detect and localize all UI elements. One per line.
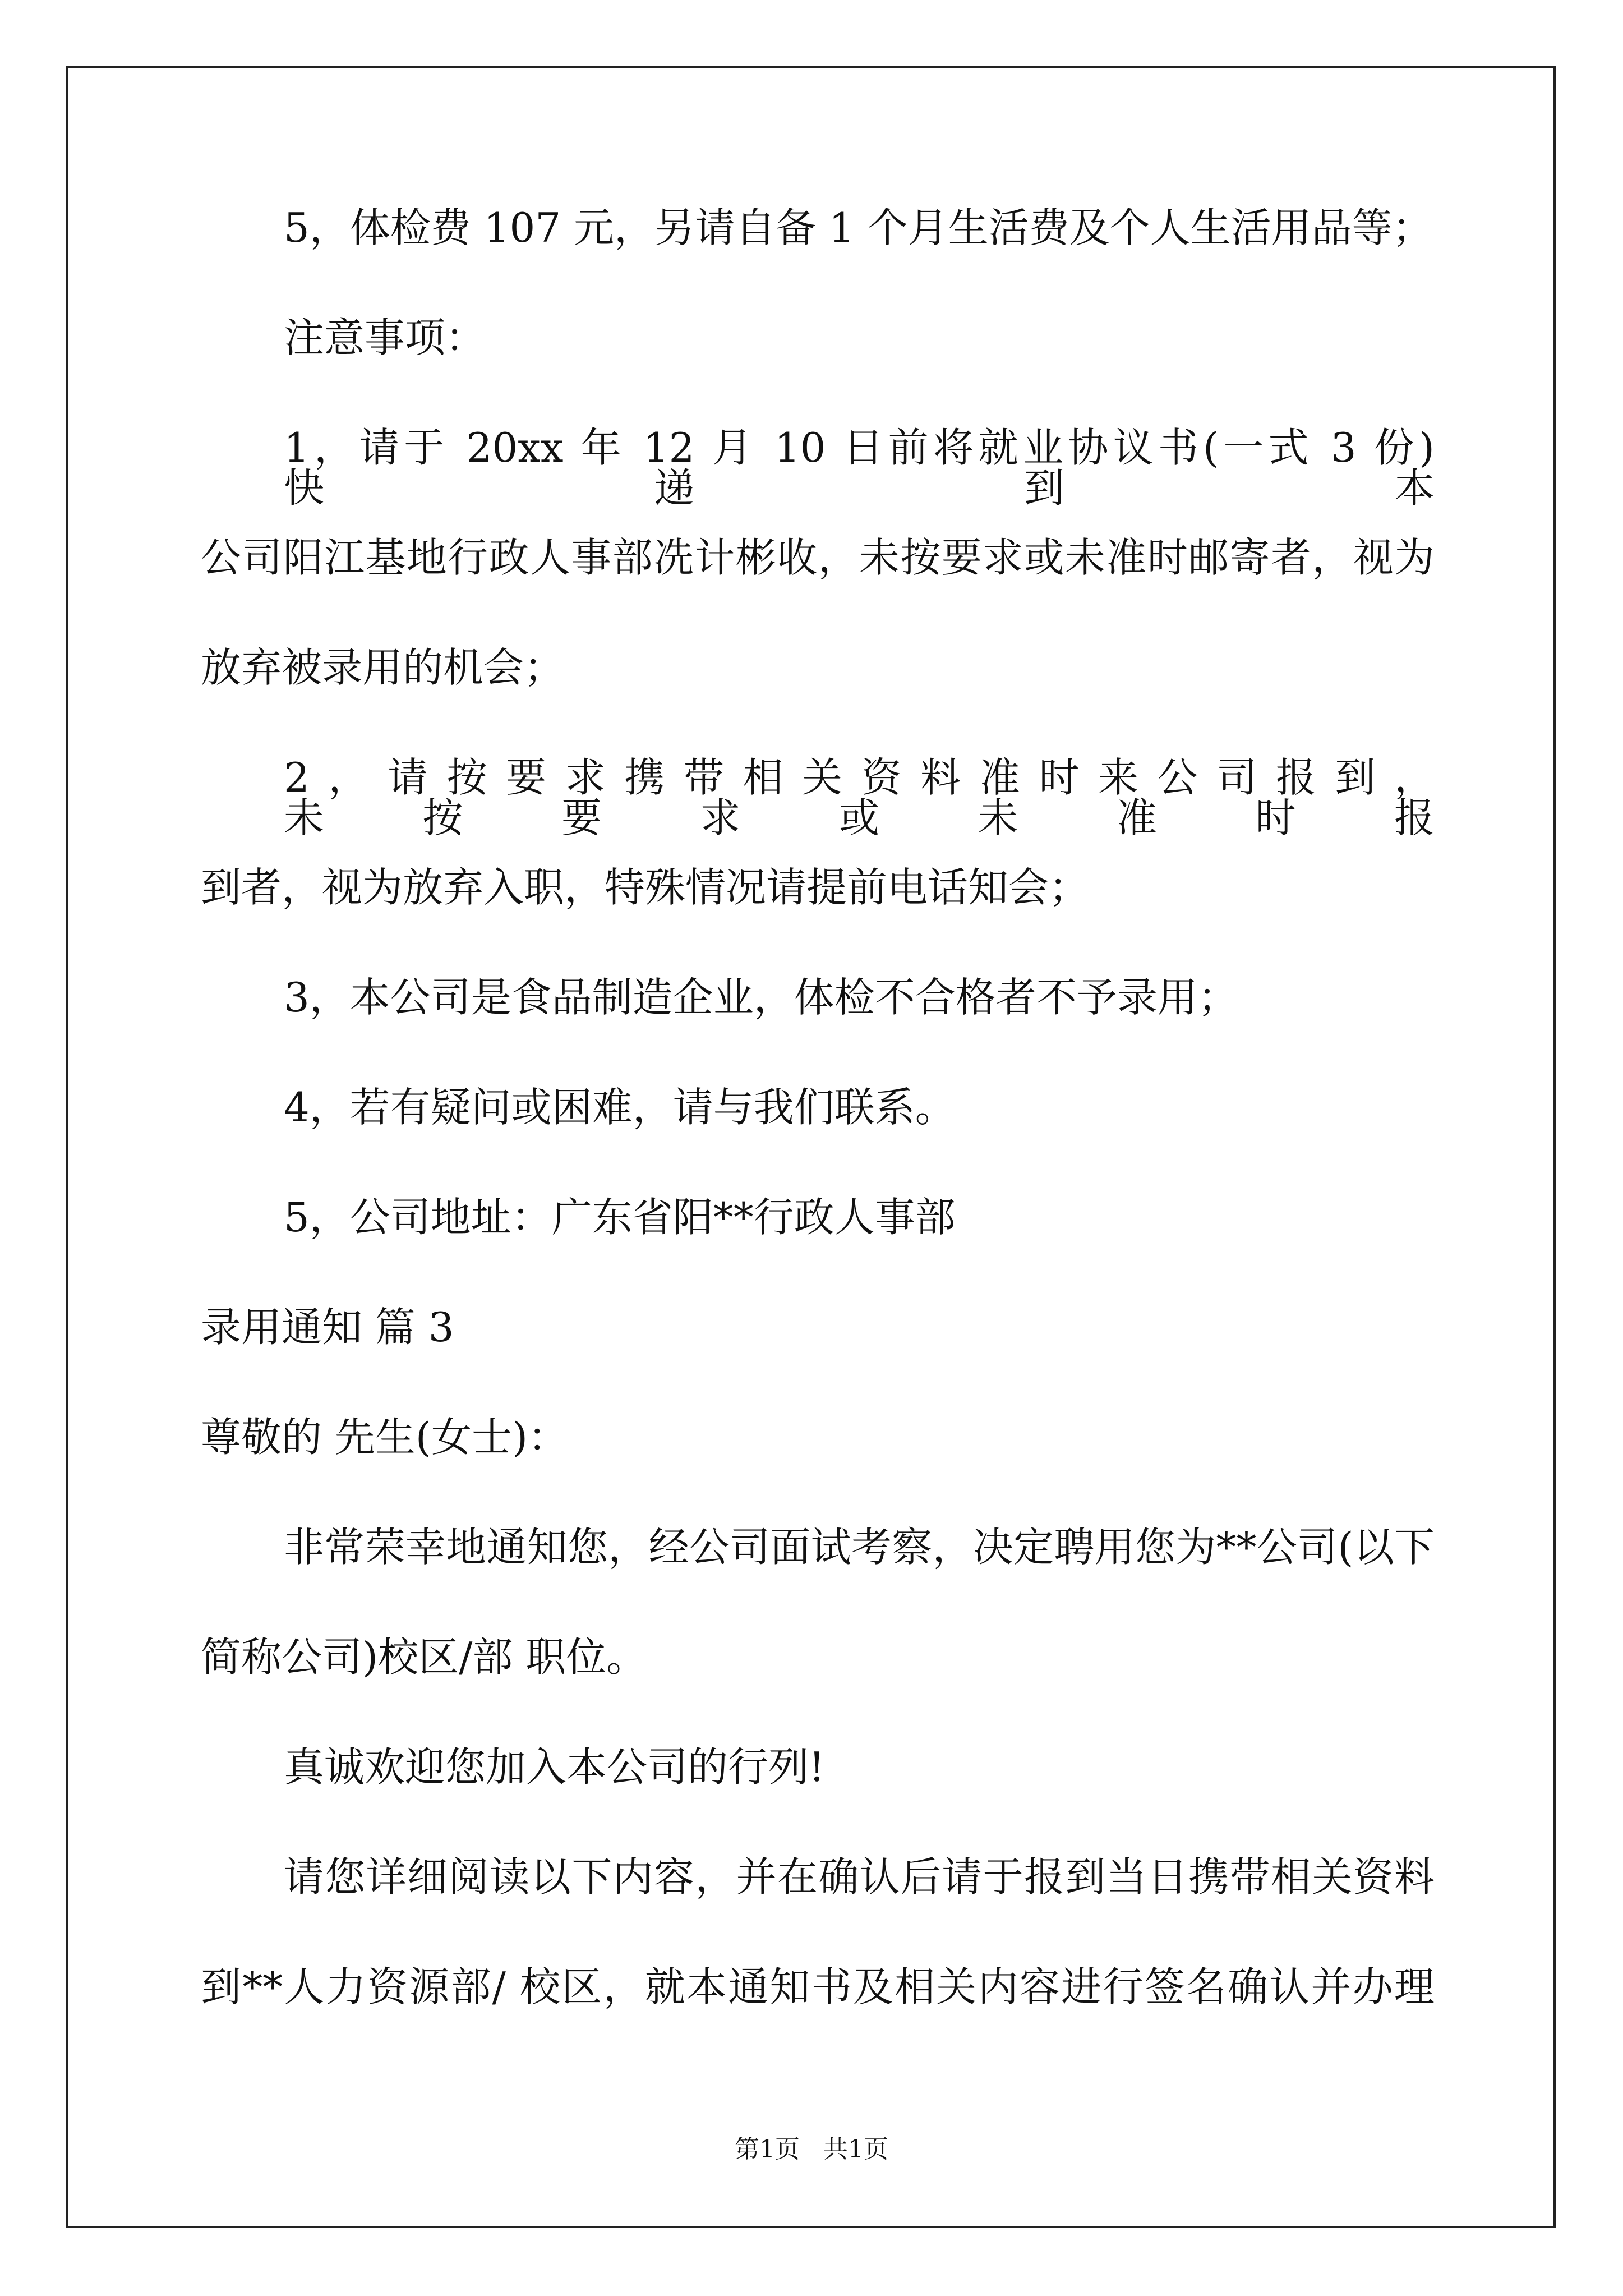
paragraph-line: 真诚欢迎您加入本公司的行列!	[284, 1743, 825, 1791]
paragraph-line: 简称公司)校区/部 职位。	[201, 1634, 647, 1681]
paragraph-line: 5，公司地址：广东省阳**行政人事部	[284, 1194, 956, 1241]
paragraph-line: 非常荣幸地通知您，经公司面试考察，决定聘用您为**公司(以下	[284, 1524, 1435, 1571]
paragraph-line: 注意事项：	[284, 314, 486, 361]
paragraph-line: 1，请于 20xx 年 12 月 10 日前将就业协议书(一式 3 份)快递到本	[284, 424, 1435, 512]
paragraph-line: 5，体检费 107 元，另请自备 1 个月生活费及个人生活用品等；	[284, 204, 1433, 251]
paragraph-line: 放弃被录用的机会；	[201, 644, 565, 691]
paragraph-line: 公司阳江基地行政人事部冼计彬收，未按要求或未准时邮寄者，视为	[201, 534, 1435, 581]
paragraph-line: 请您详细阅读以下内容，并在确认后请于报到当日携带相关资料	[284, 1853, 1435, 1901]
page-border	[66, 66, 1556, 2228]
page-footer: 第1页 共1页	[735, 2135, 888, 2164]
paragraph-line: 到者，视为放弃入职，特殊情况请提前电话知会；	[201, 864, 1090, 911]
section-heading: 录用通知 篇 3	[201, 1304, 454, 1351]
paragraph-line: 4，若有疑问或困难，请与我们联系。	[284, 1084, 956, 1131]
salutation: 尊敬的 先生(女士)：	[201, 1414, 569, 1461]
paragraph-line: 到**人力资源部/ 校区，就本通知书及相关内容进行签名确认并办理	[201, 1963, 1435, 2010]
paragraph-line: 3，本公司是食品制造企业，体检不合格者不予录用；	[284, 974, 1238, 1021]
paragraph-line: 2，请按要求携带相关资料准时来公司报到，未按要求或未准时报	[284, 754, 1435, 841]
